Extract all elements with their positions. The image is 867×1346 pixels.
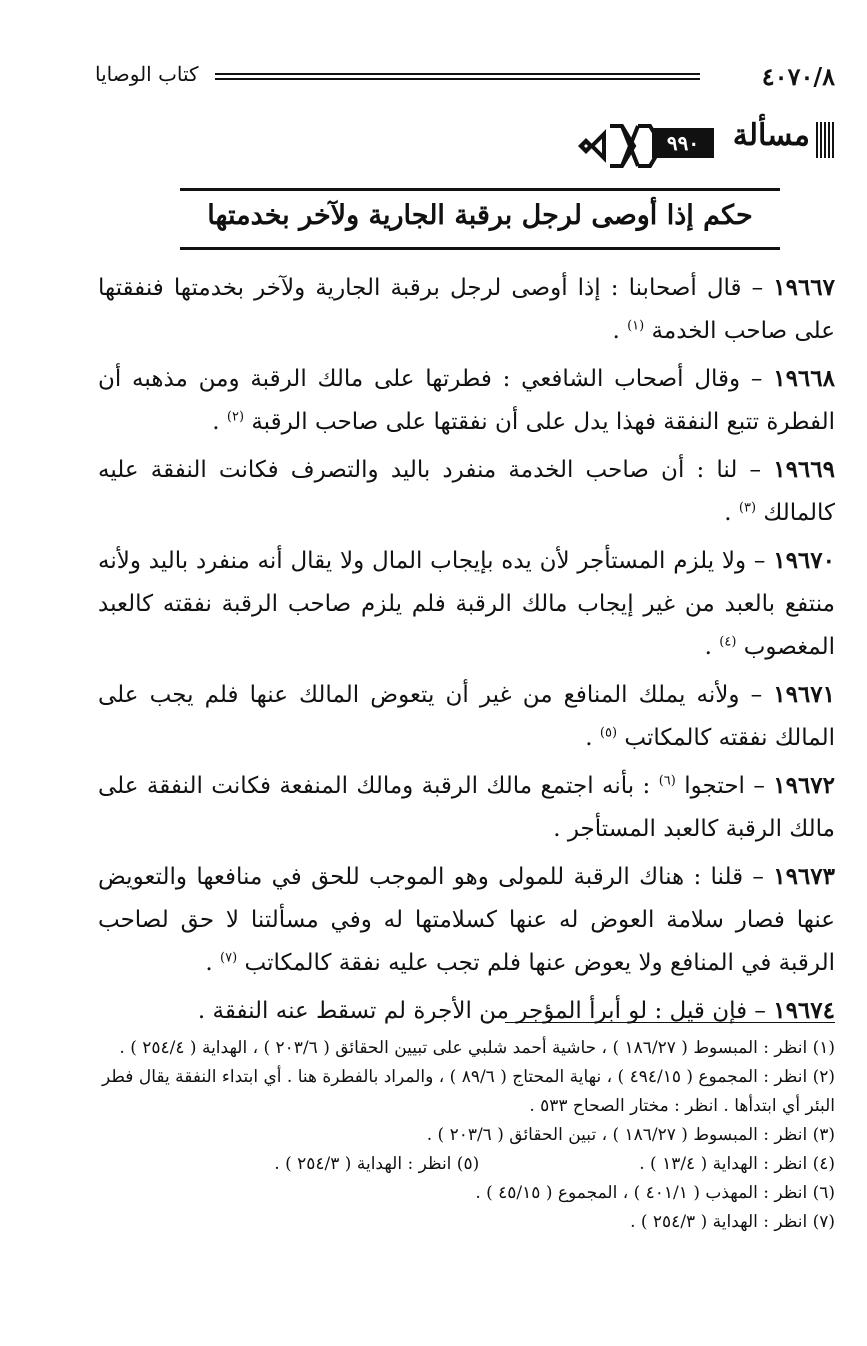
paragraph-number: ١٩٦٦٩ xyxy=(773,456,835,483)
issue-number: ٩٩٠ xyxy=(652,128,714,158)
paragraph: ١٩٦٧٠ – ولا يلزم المستأجر لأن يده بإيجاب المال ولا يقال أنه منفرد باليد ولأنه منتفع بالعبد من غير إيجاب مالك الرقبة فلم يلزم صاحب الرقبة نفقته كالعبد المغصوب $^{(٤)}$ . xyxy=(98,547,835,660)
paragraph-number: ١٩٦٦٨ xyxy=(773,365,835,392)
section-title-box xyxy=(180,188,780,250)
paragraph-text: – ولأنه يملك المنافع من غير أن يتعوض المالك عنها فلم يجب على المالك نفقته كالمكاتب xyxy=(98,682,835,751)
footnote-ref: (١) xyxy=(627,318,645,334)
book-title: كتاب الوصايا xyxy=(95,62,199,86)
footnote-ref: (٦) xyxy=(658,773,676,789)
paragraph-text: – وقال أصحاب الشافعي : فطرتها على مالك الرقبة ومن مذهبه أن الفطرة تتبع النفقة فهذا يدل على أن نفقتها على صاحب الرقبة xyxy=(98,366,835,435)
paragraph-text: – قلنا : هناك الرقبة للمولى وهو الموجب للحق في منافعها والتعويض عنها فصار سلامة العوض له عنها كسلامتها له وفي مسألتنا لا حق لصاحب الرقبة في المنافع ولا يعوض عنها فلم تجب عليه نفقة كالمكاتب xyxy=(98,864,835,976)
header-rule xyxy=(215,73,700,80)
paragraph-text: – لنا : أن صاحب الخدمة منفرد باليد والتصرف فكانت النفقة عليه كالمالك xyxy=(98,457,835,526)
paragraph-text: – ولا يلزم المستأجر لأن يده بإيجاب المال ولا يقال أنه منفرد باليد ولأنه منتفع بالعبد من غير إيجاب مالك الرقبة فلم يلزم صاحب الرقبة نفقته كالعبد المغصوب xyxy=(98,548,835,660)
footnote: (٣) انظر : المبسوط ( ١٨٦/٢٧ ) ، تبين الحقائق ( ٢٠٣/٦ ) . xyxy=(426,1125,835,1145)
paragraph xyxy=(98,989,835,1033)
footnote-ref: (٤) xyxy=(719,634,737,650)
footnote-ref: (٥) xyxy=(599,725,618,741)
paragraph: ١٩٦٦٧ – قال أصحابنا : إذا أوصى لرجل برقبة الجارية ولآخر بخدمتها فنفقتها على صاحب الخدمة $^{(١)}$ . xyxy=(98,274,836,344)
footnote-ref: (٧) xyxy=(220,950,238,966)
footnote: (٥) انظر : الهداية ( ٢٥٤/٣ ) . xyxy=(274,1154,480,1174)
issue-banner xyxy=(574,116,834,176)
footnote-separator xyxy=(505,1022,835,1023)
paragraph xyxy=(98,764,835,851)
footnote-row xyxy=(70,1150,835,1179)
paragraph-number: ١٩٦٧٠ xyxy=(773,547,835,574)
paragraph-number: ١٩٦٧١ xyxy=(773,681,835,708)
footnote: (١) انظر : المبسوط ( ١٨٦/٢٧ ) ، حاشية أحمد شلبي على تبيين الحقائق ( ٢٠٣/٦ ) ، الهداية ( ٢٥٤/٤ ) . xyxy=(119,1038,835,1058)
paragraph: ١٩٦٧٣ – قلنا : هناك الرقبة للمولى وهو الموجب للحق في منافعها والتعويض عنها فصار سلامة العوض له عنها كسلامتها له وفي مسألتنا لا حق لصاحب الرقبة في المنافع ولا يعوض عنها فلم تجب عليه نفقة كالمكاتب $^{(٧)}$ . xyxy=(98,863,835,976)
footnotes xyxy=(70,1034,835,1237)
banner-ornament-icon xyxy=(574,116,674,176)
page-number: ٤٠٧٠/٨ xyxy=(761,62,835,91)
issue-label: مسألة xyxy=(732,118,810,153)
paragraph-text: – قال أصحابنا : إذا أوصى لرجل برقبة الجارية ولآخر بخدمتها فنفقتها على صاحب الخدمة xyxy=(98,275,835,344)
paragraph-number: ١٩٦٦٧ xyxy=(773,274,836,301)
paragraph: ١٩٦٦٩ – لنا : أن صاحب الخدمة منفرد باليد والتصرف فكانت النفقة عليه كالمالك $^{(٣)}$ . xyxy=(98,456,835,526)
running-header xyxy=(95,60,835,96)
footnote: (٤) انظر : الهداية ( ١٣/٤ ) . xyxy=(639,1154,835,1174)
paragraph-text: – فإن قيل : لو أبرأ المؤجر من الأجرة لم تسقط عنه النفقة . xyxy=(197,998,766,1024)
paragraph: ١٩٦٧١ – ولأنه يملك المنافع من غير أن يتعوض المالك عنها فلم يجب على المالك نفقته كالمكاتب $^{(٥)}$ . xyxy=(98,681,835,751)
footnote-ref: (٣) xyxy=(738,500,757,516)
footnote: (٢) انظر : المجموع ( ٤٩٤/١٥ ) ، نهاية المحتاج ( ٨٩/٦ ) ، والمراد بالفطرة هنا . أي ابتداء النفقة يقال فطر البئر أي ابتدأها . انظر : مختار الصحاح ٥٣٣ . xyxy=(101,1067,835,1116)
banner-bars-ornament xyxy=(816,122,834,158)
paragraph-text: – احتجوا xyxy=(684,773,765,799)
body-text xyxy=(98,266,835,1037)
footnote: (٧) انظر : الهداية ( ٢٥٤/٣ ) . xyxy=(630,1212,835,1232)
section-title: حكم إذا أوصى لرجل برقبة الجارية ولآخر بخدمتها xyxy=(207,200,753,231)
paragraph-text-continued: : بأنه اجتمع مالك الرقبة ومالك المنفعة فكانت النفقة على مالك الرقبة كالعبد المستأجر . xyxy=(98,773,835,842)
footnote-ref: (٢) xyxy=(226,409,245,425)
paragraph-number: ١٩٦٧٢ xyxy=(773,772,836,799)
paragraph: ١٩٦٦٨ – وقال أصحاب الشافعي : فطرتها على مالك الرقبة ومن مذهبه أن الفطرة تتبع النفقة فهذا يدل على أن نفقتها على صاحب الرقبة $^{(٢)}$ . xyxy=(98,365,835,435)
paragraph-number: ١٩٦٧٣ xyxy=(773,863,835,890)
footnote: (٦) انظر : المهذب ( ٤٠١/١ ) ، المجموع ( ٤٥/١٥ ) . xyxy=(475,1183,835,1203)
paragraph-number: ١٩٦٧٤ xyxy=(773,997,835,1024)
